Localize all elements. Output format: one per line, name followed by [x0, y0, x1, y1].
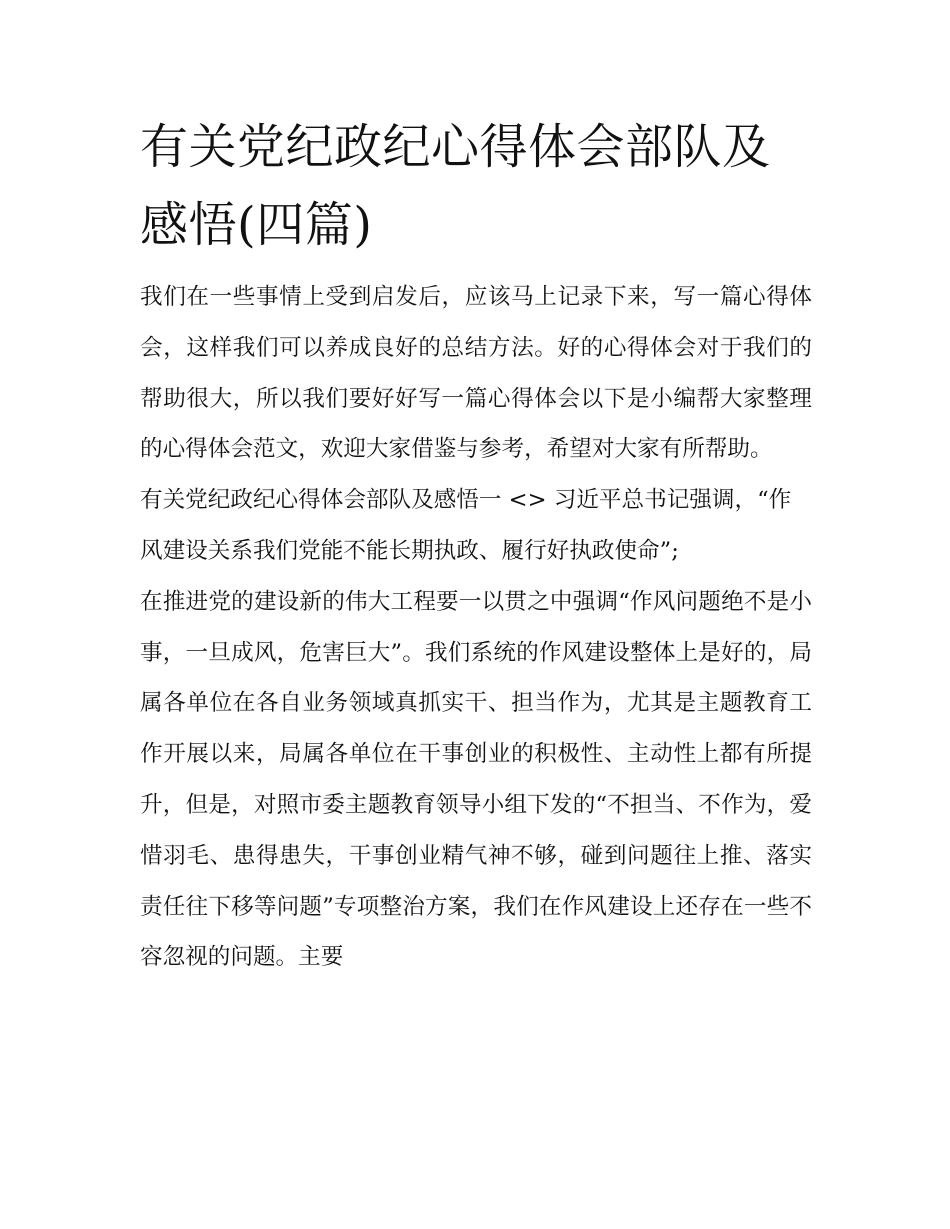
section-one-body-paragraph: 在推进党的建设新的伟大工程要一以贯之中强调“作风问题绝不是小事，一旦成风，危害巨大”。我们系统的作风建设整体上是好的，局属各单位在各自业务领域真抓实干、担当作为，尤其是主题教育工作开展以来，局属各单位在干事创业的积极性、主动性上都有所提升，但是，对照市委主题教育领导小组下发的“不担当、不作为，爱惜羽毛、患得患失，干事创业精气神不够，碰到问题往上推、落实责任往下移等问题”专项整治方案，我们在作风建设上还存在一些不容忽视的问题。主要 — [140, 588, 812, 971]
intro-paragraph: 我们在一些事情上受到启发后，应该马上记录下来，写一篇心得体会，这样我们可以养成良好的总结方法。好的心得体会对于我们的帮助很大，所以我们要好好写一篇心得体会以下是小编帮大家整理的心得体会范文，欢迎大家借鉴与参考，希望对大家有所帮助。 — [140, 284, 812, 463]
document-body — [140, 108, 812, 983]
section-one-heading-paragraph: 有关党纪政纪心得体会部队及感悟一 <> 习近平总书记强调，“作风建设关系我们党能不能长期执政、履行好执政使命”; — [140, 487, 792, 564]
document-title: 有关党纪政纪心得体会部队及感悟(四篇) — [140, 119, 771, 253]
